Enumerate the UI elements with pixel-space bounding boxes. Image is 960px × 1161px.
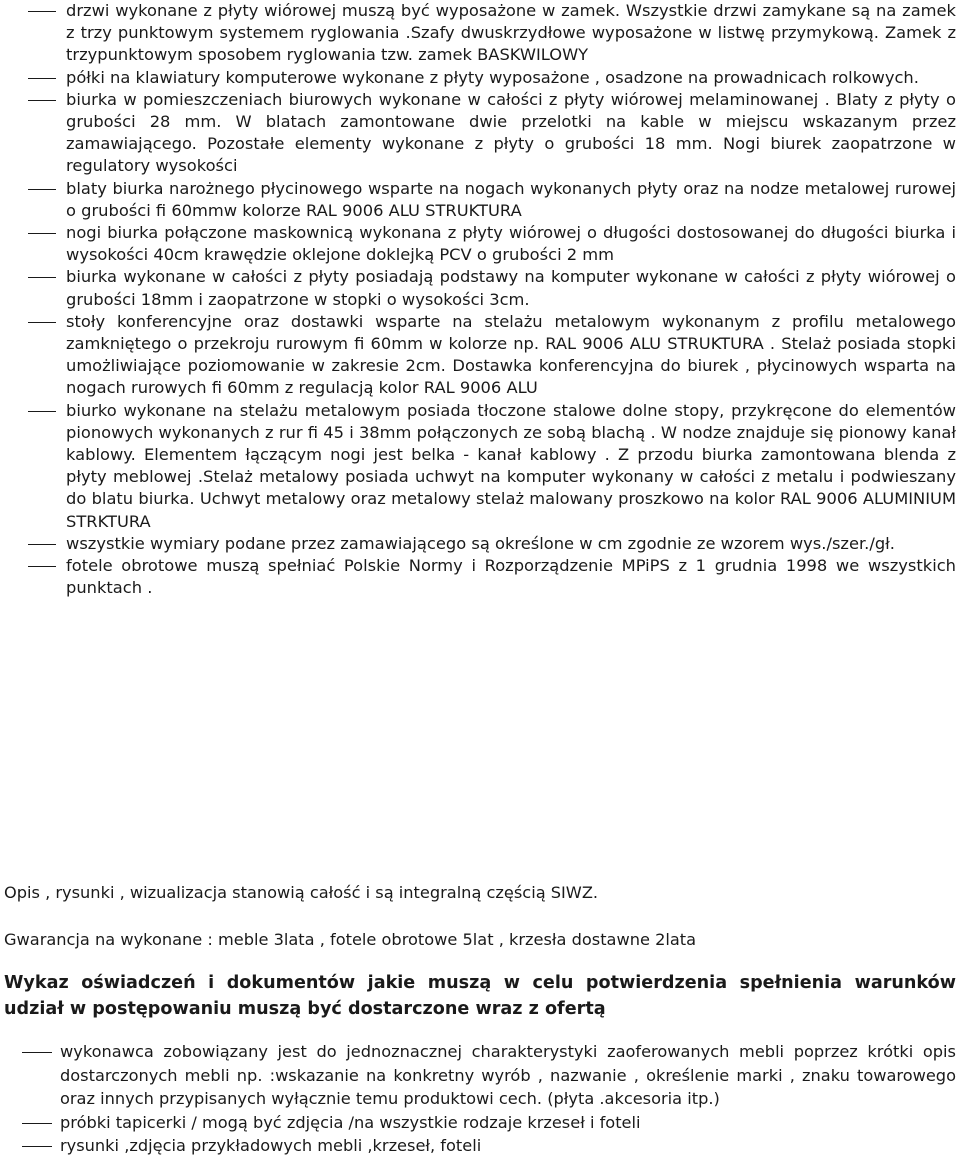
requirement-item-drawings bbox=[0, 1134, 960, 1158]
spec-text: fotele obrotowe muszą spełniać Polskie Normy i Rozporządzenie MPiPS z 1 grudnia 1998 we wszystkich punktach . bbox=[66, 556, 956, 598]
spec-text: biurka wykonane w całości z płyty posiadają podstawy na komputer wykonane w całości z płyty wiórowej o grubości 18mm i zaopatrzone w stopki o wysokości 3cm. bbox=[66, 267, 956, 309]
spec-text: półki na klawiatury komputerowe wykonane z płyty wyposażone , osadzone na prowadnicach rolkowych. bbox=[66, 67, 919, 87]
spec-item-swivel-chairs bbox=[0, 555, 960, 599]
dash-bullet bbox=[28, 11, 56, 12]
warranty-statement: Gwarancja na wykonane : meble 3lata , fotele obrotowe 5lat , krzesła dostawne 2lata bbox=[4, 930, 697, 949]
spec-item-doors bbox=[0, 0, 960, 67]
spec-text: blaty biurka narożnego płycinowego wsparte na nogach wykonanych płyty oraz na nodze metalowej rurowej o grubości fi 60mmw kolorze RAL 9006 ALU STRUKTURA bbox=[66, 178, 956, 220]
requirement-item-upholstery-samples bbox=[0, 1111, 960, 1135]
requirement-text: wykonawca zobowiązany jest do jednoznacznej charakterystyki zaoferowanych mebli poprzez krótki opis dostarczonych mebli np. :wskazanie na konkretny wyrób , nazwanie , określenie marki , znaku towarowego oraz innych przypisanych wyłącznie temu produktowi cech. (płyta .akcesoria itp.) bbox=[60, 1042, 956, 1109]
spec-item-computer-stands bbox=[0, 266, 960, 310]
requirement-text: rysunki ,zdjęcia przykładowych mebli ,krzeseł, foteli bbox=[60, 1136, 482, 1156]
dash-bullet bbox=[28, 411, 56, 412]
dash-bullet bbox=[22, 1123, 52, 1124]
spec-text: wszystkie wymiary podane przez zamawiającego są określone w cm zgodnie ze wzorem wys./szer./gł. bbox=[66, 533, 895, 553]
dash-bullet bbox=[28, 100, 56, 101]
spec-item-conference-tables bbox=[0, 311, 960, 400]
dash-bullet bbox=[28, 189, 56, 190]
spec-item-keyboard-shelves bbox=[0, 67, 960, 89]
section-heading: Wykaz oświadczeń i dokumentów jakie muszą w celu potwierdzenia spełnienia warunków udział w postępowaniu muszą być dostarczone wraz z ofertą bbox=[4, 973, 956, 1019]
spec-item-corner-desk-tops bbox=[0, 178, 960, 222]
spec-text: biurko wykonane na stelażu metalowym posiada tłoczone stalowe dolne stopy, przykręcone do elementów pionowych wykonanych z rur fi 45 i 38mm połączonych ze sobą blachą . W nodze znajduje się pionowy kanał kablowy. Elementem łączącym nogi jest belka - kanał kablowy . Z przodu biurka zamontowana blenda z płyty meblowej .Stelaż metalowy posiada uchwyt na komputer wykonany w całości z metalu i podwieszany do blatu biurka. Uchwyt metalowy oraz metalowy stelaż malowany proszkowo na kolor RAL 9006 ALUMINIUM STRKTURA bbox=[66, 400, 956, 531]
dash-bullet bbox=[28, 544, 56, 545]
dash-bullet bbox=[28, 322, 56, 323]
spec-item-dimensions bbox=[0, 533, 960, 555]
spec-item-desk-legs bbox=[0, 222, 960, 266]
spec-text: drzwi wykonane z płyty wiórowej muszą być wyposażone w zamek. Wszystkie drzwi zamykane są na zamek z trzy punktowym systemem ryglowania .Szafy dwuskrzydłowe wyposażone w listwę przymykową. Zamek z trzypunktowym sposobem ryglowania tzw. zamek BASKWILOWY bbox=[66, 1, 956, 65]
description-statement: Opis , rysunki , wizualizacja stanowią całość i są integralną częścią SIWZ. bbox=[4, 883, 599, 902]
dash-bullet bbox=[28, 566, 56, 567]
requirement-item-characteristics bbox=[0, 1040, 960, 1111]
dash-bullet bbox=[28, 277, 56, 278]
dash-bullet bbox=[22, 1146, 52, 1147]
required-documents-list bbox=[0, 1040, 960, 1158]
dash-bullet bbox=[22, 1052, 52, 1053]
spec-item-metal-frame-desk bbox=[0, 400, 960, 533]
dash-bullet bbox=[28, 233, 56, 234]
spec-item-office-desks bbox=[0, 89, 960, 178]
dash-bullet bbox=[28, 78, 56, 79]
requirement-text: próbki tapicerki / mogą być zdjęcia /na wszystkie rodzaje krzeseł i foteli bbox=[60, 1112, 641, 1132]
spec-text: nogi biurka połączone maskownicą wykonana z płyty wiórowej o długości dostosowanej do długości biurka i wysokości 40cm krawędzie oklejone doklejką PCV o grubości 2 mm bbox=[66, 223, 956, 265]
spec-text: stoły konferencyjne oraz dostawki wsparte na stelażu metalowym wykonanym z profilu metalowego zamkniętego o przekroju rurowym fi 60mm w kolorze np. RAL 9006 ALU STRUKTURA . Stelaż posiada stopki umożliwiające poziomowanie w zakresie 2cm. Dostawka konferencyjna do biurek , płycinowych wsparta na nogach rurowych fi 60mm z regulacją kolor RAL 9006 ALU bbox=[66, 311, 956, 398]
spec-text: biurka w pomieszczeniach biurowych wykonane w całości z płyty wiórowej melaminowanej . Blaty z płyty o grubości 28 mm. W blatach zamontowane dwie przelotki na kable w miejscu wskazanym przez zamawiającego. Pozostałe elementy wykonane z płyty o grubości 18 mm. Nogi biurek zaopatrzone w regulatory wysokości bbox=[66, 89, 956, 176]
